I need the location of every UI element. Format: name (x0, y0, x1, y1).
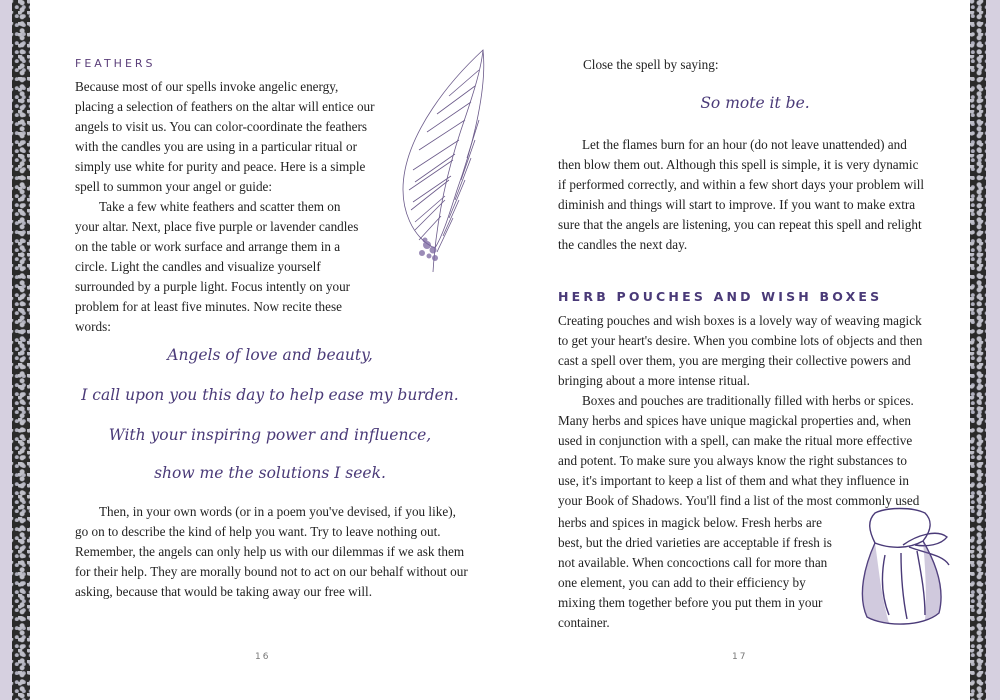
flames-paragraph: Let the flames burn for an hour (do not leave unattended) and then blow them out. Although this spell is simple, it is very dynamic if performed correctly, and within a few short days your problem will diminish and things will start to improve. If you want to make extra sure that the angels are listening, you can repeat this spell and relight the candles the next day. (558, 137, 925, 252)
pouches-intro-paragraph: Creating pouches and wish boxes is a lovely way of weaving magick to get your heart's desire. When you combine lots of objects and then cast a spell over them, you are merging their collective powers and bringing about a more intense ritual. (558, 313, 923, 388)
page-number: 16 (255, 652, 271, 662)
feathers-paragraph: Because most of our spells invoke angelic energy, placing a selection of feathers on the altar will entice our angels to visit us. You can color-coordinate the feathers with the candles you are using in a particular ritual or simply use white for purity and peace. Here is a simple spell to summon your angel or guide: (75, 79, 375, 194)
left-page (30, 0, 500, 700)
angels-help-paragraph: Then, in your own words (or in a poem you've devised, if you like), go on to describe the kind of help you want. Try to leave nothing out. Remember, the angels can only help us with our dilemmas if we ask them for their help. They are morally bound not to act on our behalf without our asking, because that would be taking away our free will. (75, 504, 468, 599)
left-page-edge-decoration (0, 0, 30, 700)
feathers-heading: FEATHERS (75, 57, 156, 70)
right-page-edge-decoration (970, 0, 1000, 700)
incantation: So mote it be. (700, 94, 810, 112)
herbs-paragraph-top: Boxes and pouches are traditionally filled with herbs or spices. Many herbs and spices have unique magickal properties and, when used in conjunction with a spell, can make the ritual more effective and potent. To make sure you always know the right substances to use, it's important to keep a list of them and what they influence in your Book of Shadows. You'll find a list of the most commonly used (558, 393, 920, 508)
feather-icon (375, 40, 495, 280)
pouch-icon (845, 495, 955, 630)
feathers-spell-paragraph: Take a few white feathers and scatter them on your altar. Next, place five purple or lavender candles on the table or work surface and arrange them in a circle. Light the candles and visualize yourself surrounded by a purple light. Focus intently on your problem for at least five minutes. Now recite these words: (75, 199, 359, 334)
close-spell-intro: Close the spell by saying: (583, 57, 719, 72)
herbs-paragraph-bottom: herbs and spices in magick below. Fresh herbs are best, but the dried varieties are acceptable if fresh is not available. When concoctions call for more than one element, you can add to their efficiency by mixing them together before you put them in your container. (558, 515, 832, 630)
right-page (500, 0, 970, 700)
verse-line-3: With your inspiring power and influence, (108, 426, 432, 444)
verse-line-1: Angels of love and beauty, (167, 346, 373, 364)
page-number: 17 (732, 652, 748, 662)
verse-line-4: show me the solutions I seek. (154, 464, 386, 482)
verse-line-2: I call upon you this day to help ease my burden. (81, 386, 459, 404)
herb-pouches-heading: HERB POUCHES AND WISH BOXES (558, 289, 883, 304)
